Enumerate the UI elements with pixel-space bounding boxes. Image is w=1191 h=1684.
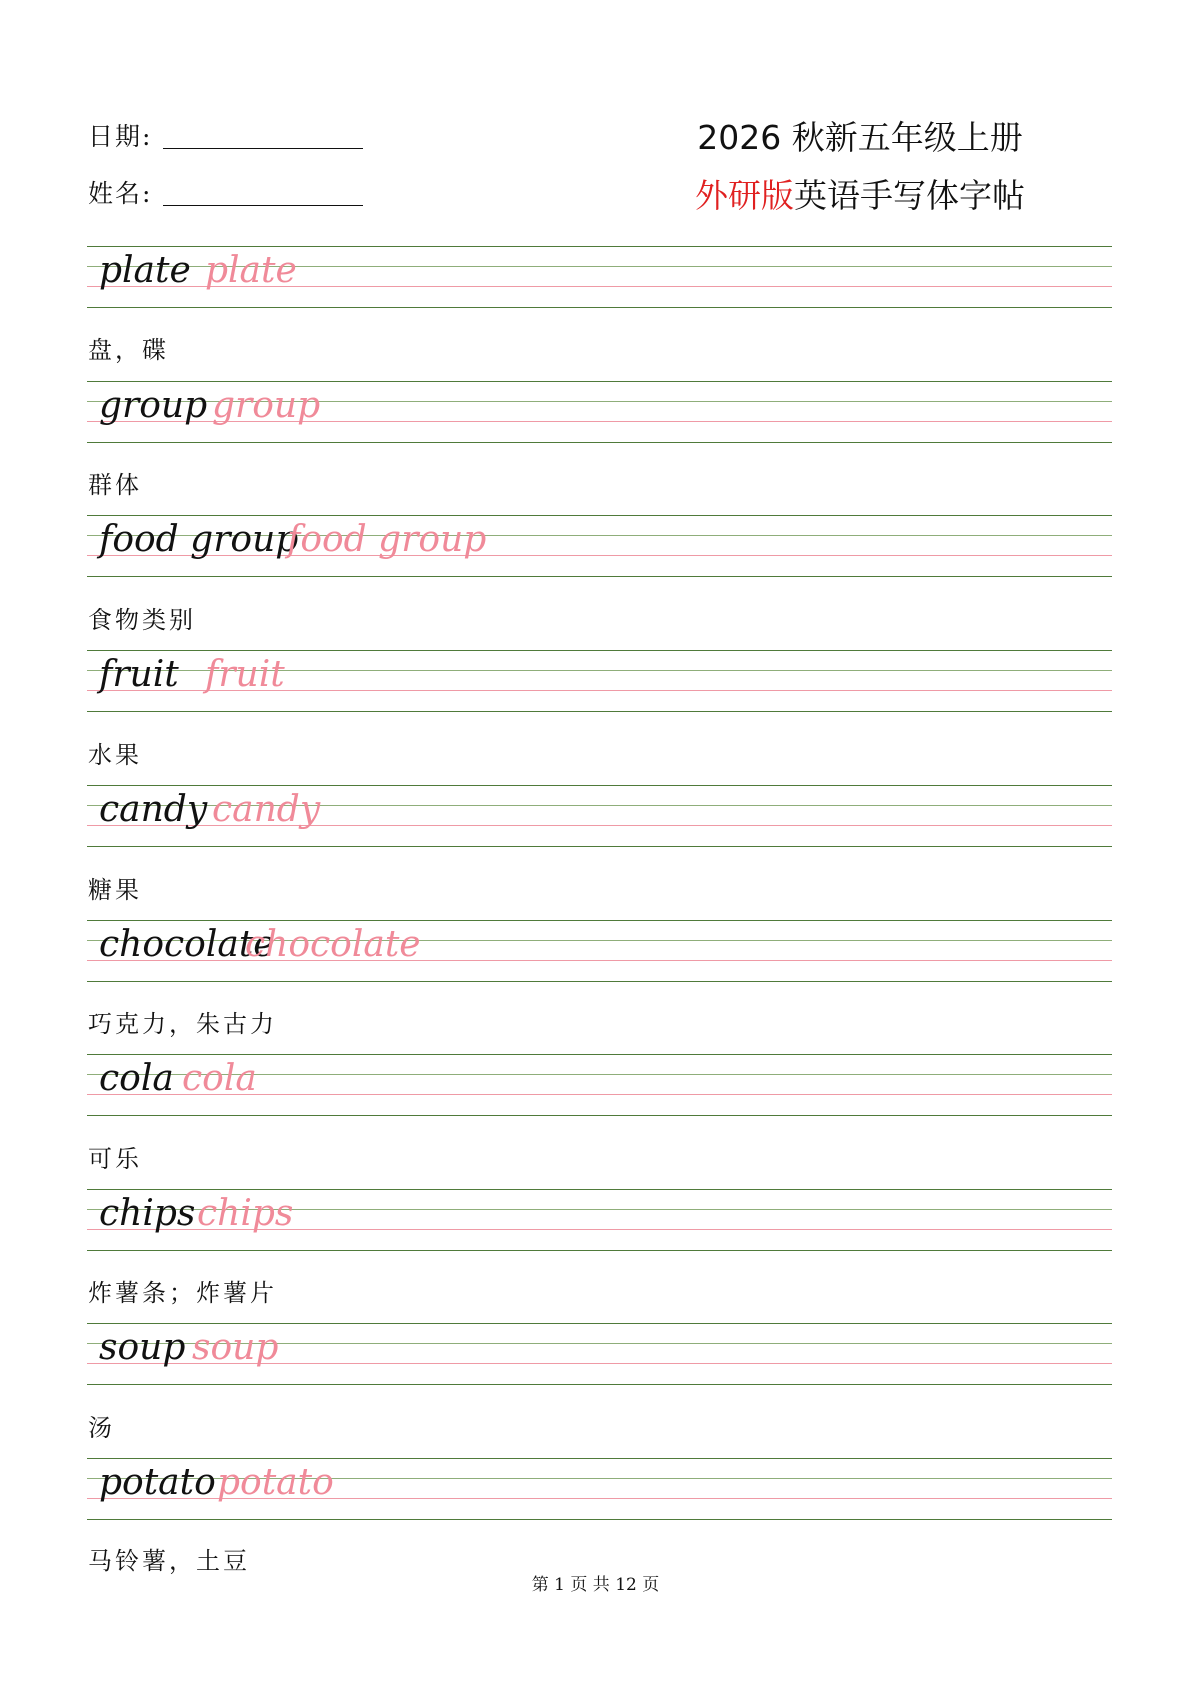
- bottom-line: [87, 711, 1112, 712]
- writing-row: [87, 246, 1112, 308]
- word-sample: food group: [99, 519, 299, 560]
- bottom-line: [87, 442, 1112, 443]
- title-line2: [660, 170, 1060, 217]
- name-line: [163, 205, 363, 206]
- writing-row: [87, 1054, 1112, 1116]
- word-trace: group: [212, 385, 321, 426]
- word-trace: chocolate: [245, 924, 421, 965]
- publisher-name: 外研版: [695, 176, 794, 215]
- word-meaning: 糖果: [88, 876, 142, 904]
- bottom-line: [87, 307, 1112, 308]
- word-trace: potato: [217, 1462, 334, 1503]
- word-meaning: 群体: [88, 471, 142, 499]
- writing-row: [87, 1458, 1112, 1520]
- word-meaning: 巧克力，朱古力: [88, 1010, 277, 1038]
- word-sample: potato: [99, 1462, 216, 1503]
- top-line: [87, 1323, 1112, 1324]
- word-meaning: 食物类别: [88, 606, 196, 634]
- word-meaning: 盘，碟: [88, 336, 169, 364]
- word-trace: chips: [197, 1193, 294, 1234]
- word-trace: candy: [212, 789, 321, 830]
- bottom-line: [87, 1115, 1112, 1116]
- writing-row: [87, 515, 1112, 577]
- bottom-line: [87, 846, 1112, 847]
- top-line: [87, 650, 1112, 651]
- writing-row: [87, 785, 1112, 847]
- word-meaning: 炸薯条；炸薯片: [88, 1279, 277, 1307]
- top-line: [87, 1054, 1112, 1055]
- page-footer: 第 1 页 共 12 页: [531, 1575, 660, 1595]
- word-trace: fruit: [205, 654, 285, 695]
- word-sample: group: [99, 385, 208, 426]
- top-line: [87, 1189, 1112, 1190]
- word-sample: cola: [99, 1058, 174, 1099]
- bottom-line: [87, 981, 1112, 982]
- name-label: 姓名:: [88, 179, 153, 208]
- word-trace: plate: [205, 250, 297, 291]
- writing-row: [87, 920, 1112, 982]
- writing-row: [87, 1189, 1112, 1251]
- title-line1: 2026 秋新五年级上册: [697, 118, 1023, 157]
- word-trace: food group: [287, 519, 487, 560]
- bottom-line: [87, 1384, 1112, 1385]
- date-label: 日期:: [88, 122, 153, 151]
- word-meaning: 可乐: [88, 1145, 142, 1173]
- top-line: [87, 920, 1112, 921]
- word-sample: chips: [99, 1193, 196, 1234]
- writing-row: [87, 1323, 1112, 1385]
- word-meaning: 汤: [88, 1414, 115, 1442]
- top-line: [87, 515, 1112, 516]
- word-trace: soup: [192, 1327, 279, 1368]
- top-line: [87, 381, 1112, 382]
- word-meaning: 马铃薯，土豆: [88, 1547, 250, 1575]
- writing-row: [87, 381, 1112, 443]
- writing-row: [87, 650, 1112, 712]
- word-trace: cola: [182, 1058, 257, 1099]
- word-sample: fruit: [99, 654, 179, 695]
- date-line: [163, 148, 363, 149]
- bottom-line: [87, 1519, 1112, 1520]
- word-sample: chocolate: [99, 924, 275, 965]
- top-line: [87, 1458, 1112, 1459]
- word-meaning: 水果: [88, 741, 142, 769]
- top-line: [87, 246, 1112, 247]
- top-line: [87, 785, 1112, 786]
- bottom-line: [87, 576, 1112, 577]
- word-sample: plate: [99, 250, 191, 291]
- bottom-line: [87, 1250, 1112, 1251]
- word-sample: soup: [99, 1327, 186, 1368]
- word-sample: candy: [99, 789, 208, 830]
- title-rest: 英语手写体字帖: [794, 176, 1025, 215]
